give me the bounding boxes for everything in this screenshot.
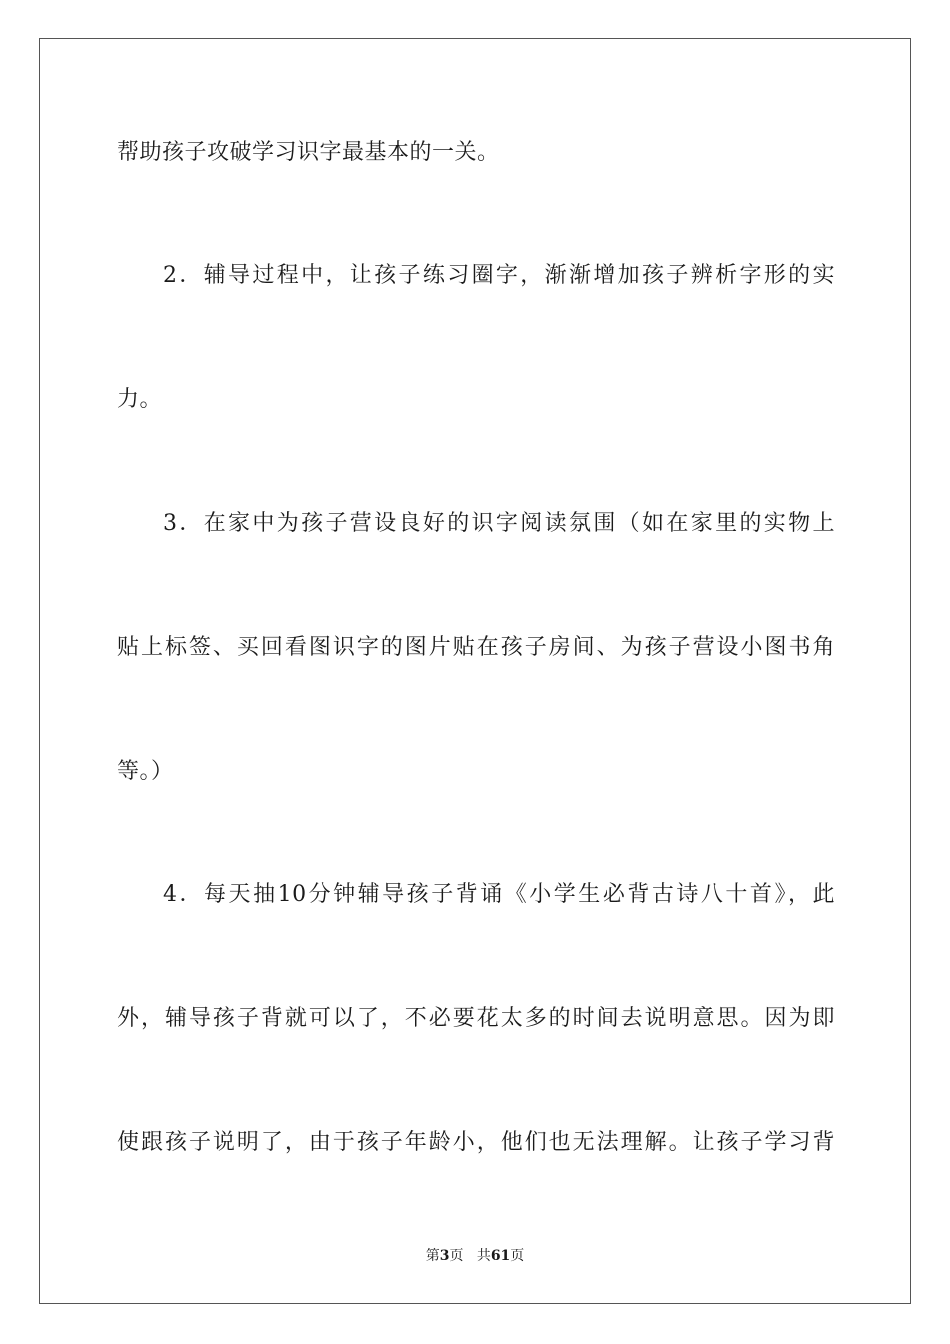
paragraph-line-9: 使跟孩子说明了，由于孩子年龄小，他们也无法理解。让孩子学习背 — [117, 1130, 835, 1155]
footer-page-suffix: 页 — [449, 1248, 464, 1264]
paragraph-line-8: 外，辅导孩子背就可以了，不必要花太多的时间去说明意思。因为即 — [117, 1006, 835, 1031]
footer-page-number: 3 — [439, 1248, 450, 1264]
footer-total-suffix: 页 — [510, 1248, 525, 1264]
paragraph-line-3: 力。 — [117, 387, 163, 412]
footer-total-prefix: 共 — [476, 1248, 491, 1264]
footer-total-number: 61 — [490, 1248, 511, 1264]
paragraph-line-2: 2．辅导过程中，让孩子练习圈字，渐渐增加孩子辨析字形的实 — [163, 263, 835, 288]
paragraph-line-7: 4．每天抽10分钟辅导孩子背诵《小学生必背古诗八十首》，此 — [163, 882, 835, 907]
paragraph-line-6: 等。） — [117, 759, 174, 784]
paragraph-line-4: 3．在家中为孩子营设良好的识字阅读氛围（如在家里的实物上 — [163, 511, 835, 536]
footer-page-prefix: 第 — [425, 1248, 440, 1264]
page-border — [39, 38, 911, 1304]
page-footer — [0, 1246, 950, 1266]
paragraph-line-5: 贴上标签、买回看图识字的图片贴在孩子房间、为孩子营设小图书角 — [117, 635, 835, 660]
paragraph-line-1: 帮助孩子攻破学习识字最基本的一关。 — [117, 140, 500, 165]
